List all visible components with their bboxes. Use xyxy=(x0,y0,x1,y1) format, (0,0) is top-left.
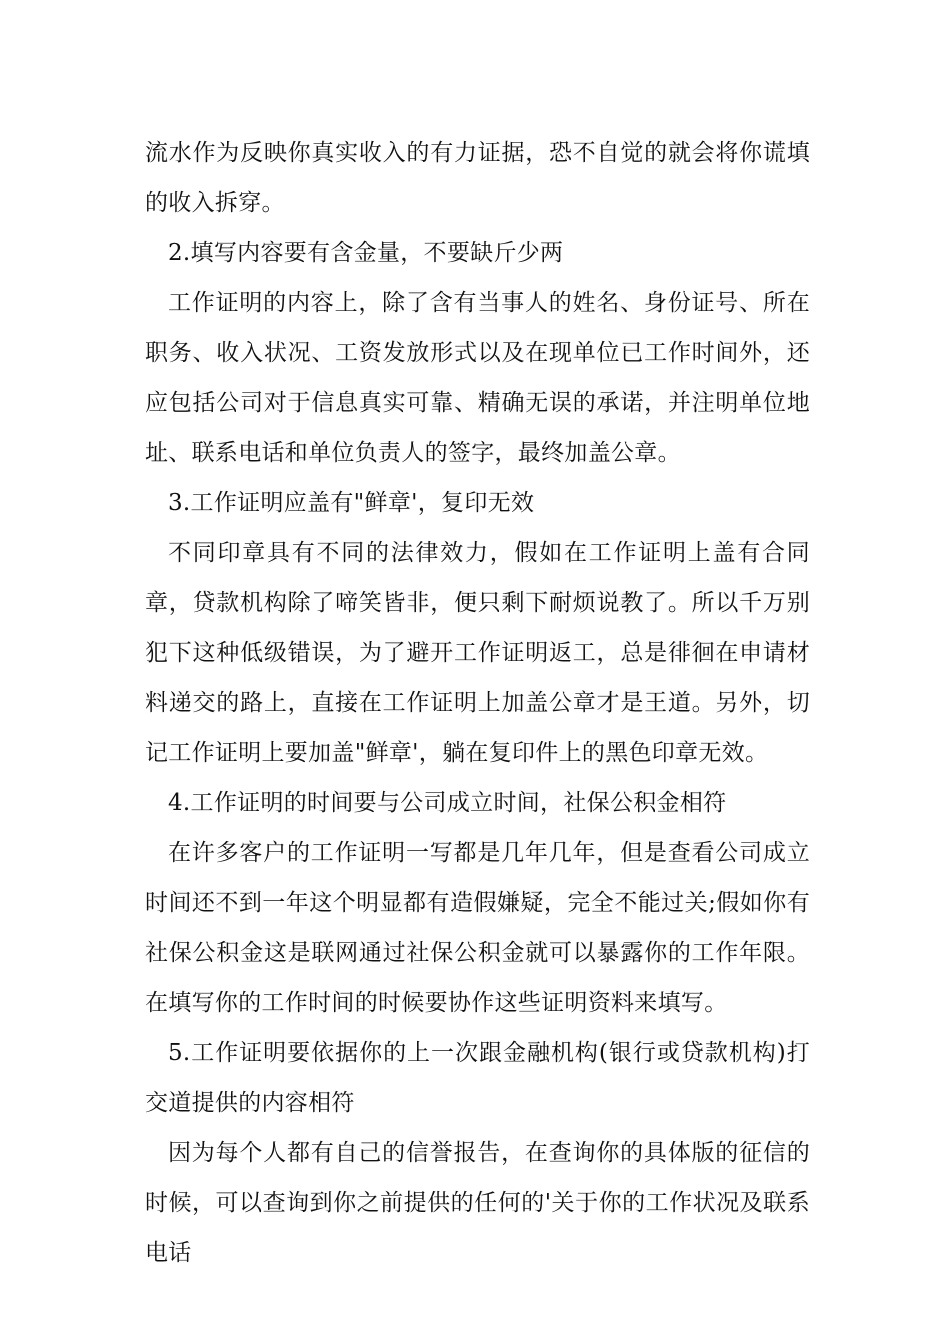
document-body xyxy=(145,128,810,1278)
paragraph-time-consistency: 在许多客户的工作证明一写都是几年几年，但是查看公司成立时间还不到一年这个明显都有造假嫌疑，完全不能过关;假如你有社保公积金这是联网通过社保公积金就可以暴露你的工作年限。在填写你的工作时间的时候要协作这些证明资料来填写。 xyxy=(145,840,810,1016)
paragraph-seal-validity: 不同印章具有不同的法律效力，假如在工作证明上盖有合同章，贷款机构除了啼笑皆非，便只剩下耐烦说教了。所以千万别犯下这种低级错误，为了避开工作证明返工，总是徘徊在申请材料递交的路上，直接在工作证明上加盖公章才是王道。另外，切记工作证明上要加盖"鲜章'，躺在复印件上的黑色印章无效。 xyxy=(145,540,810,766)
paragraph-credit-report: 因为每个人都有自己的信誉报告，在查询你的具体版的征信的时候，可以查询到你之前提供的任何的'关于你的工作状况及联系电话 xyxy=(145,1140,810,1266)
heading-content-value: 2.填写内容要有含金量，不要缺斤少两 xyxy=(168,240,564,266)
heading-time-consistency: 4.工作证明的时间要与公司成立时间，社保公积金相符 xyxy=(168,790,727,816)
heading-fresh-seal: 3.工作证明应盖有"鲜章'，复印无效 xyxy=(168,490,535,516)
paragraph-certificate-content: 工作证明的内容上，除了含有当事人的姓名、身份证号、所在职务、收入状况、工资发放形式以及在现单位已工作时间外，还应包括公司对于信息真实可靠、精确无误的承诺，并注明单位地址、联系电话和单位负责人的签字，最终加盖公章。 xyxy=(145,290,810,466)
paragraph-income-proof: 流水作为反映你真实收入的有力证据，恐不自觉的就会将你谎填的收入拆穿。 xyxy=(145,140,810,216)
heading-previous-info: 5.工作证明要依据你的上一次跟金融机构(银行或贷款机构)打交道提供的内容相符 xyxy=(145,1040,810,1116)
